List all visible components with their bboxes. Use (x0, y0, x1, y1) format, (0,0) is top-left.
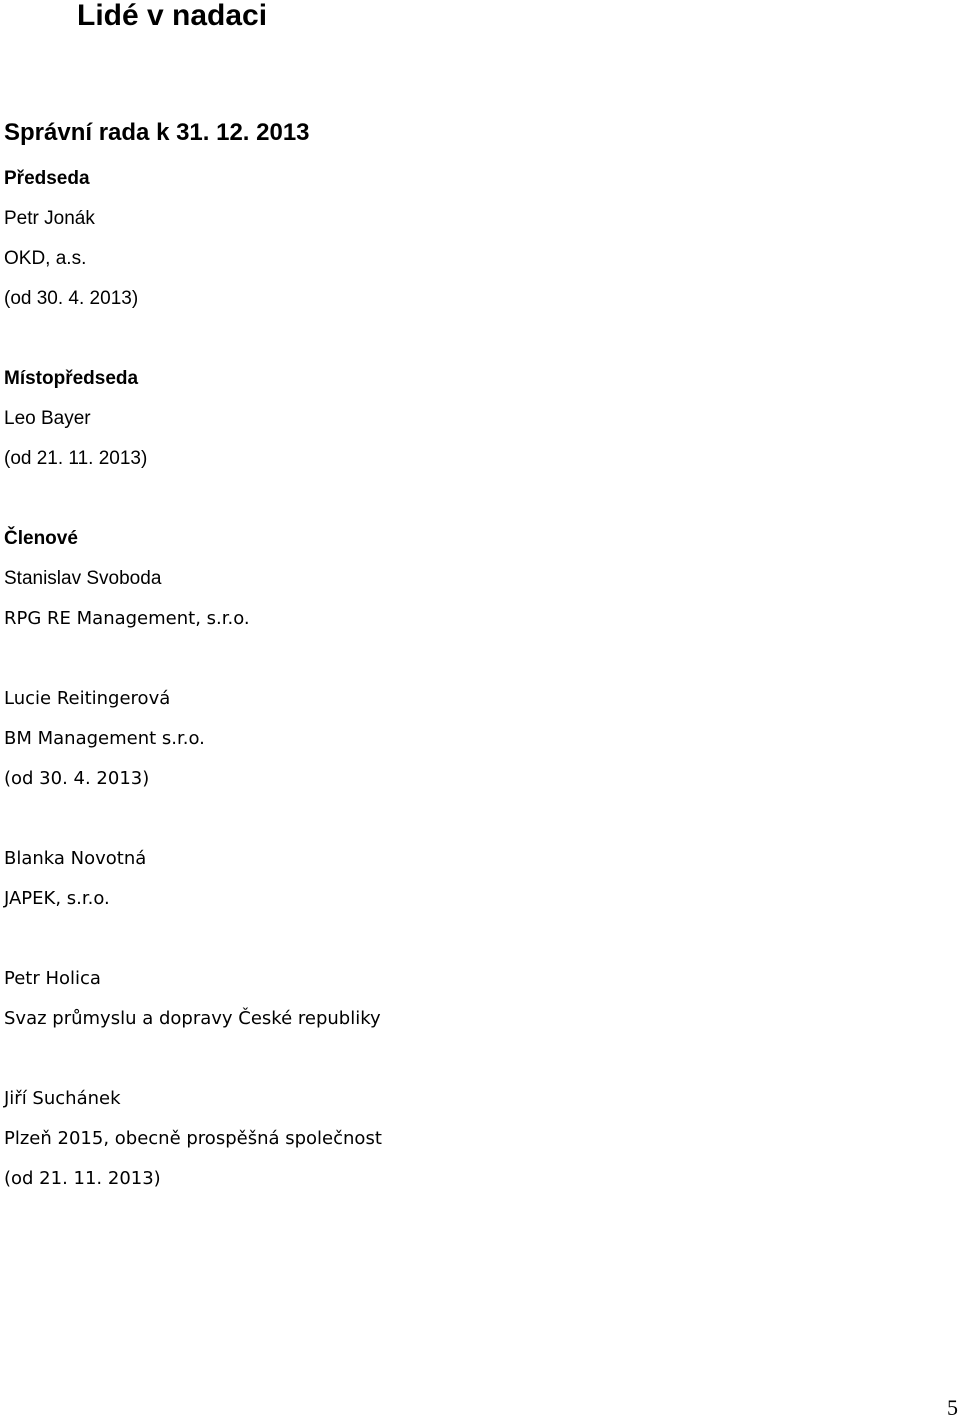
vice-chair-name: Leo Bayer (4, 408, 91, 429)
member-org: BM Management s.r.o. (4, 728, 205, 749)
chair-org: OKD, a.s. (4, 248, 87, 269)
chair-since: (od 30. 4. 2013) (4, 288, 139, 309)
member-org: Svaz průmyslu a dopravy České republiky (4, 1008, 381, 1029)
member-since: (od 30. 4. 2013) (4, 768, 150, 789)
page-title: Lidé v nadaci (77, 0, 268, 32)
member-org: JAPEK, s.r.o. (4, 888, 110, 909)
member-since: (od 21. 11. 2013) (4, 1168, 161, 1189)
member-name: Stanislav Svoboda (4, 568, 162, 589)
member-name: Petr Holica (4, 968, 101, 989)
vice-chair-since: (od 21. 11. 2013) (4, 448, 148, 469)
member-name: Blanka Novotná (4, 848, 147, 869)
member-name: Lucie Reitingerová (4, 688, 171, 709)
members-role: Členové (4, 528, 78, 549)
board-heading: Správní rada k 31. 12. 2013 (4, 119, 310, 146)
member-org: RPG RE Management, s.r.o. (4, 608, 250, 629)
vice-chair-role: Místopředseda (4, 368, 139, 389)
chair-name: Petr Jonák (4, 208, 95, 229)
member-name: Jiří Suchánek (4, 1088, 121, 1109)
member-org: Plzeň 2015, obecně prospěšná společnost (4, 1128, 382, 1149)
page-number: 5 (947, 1395, 958, 1420)
chair-role: Předseda (4, 168, 90, 189)
